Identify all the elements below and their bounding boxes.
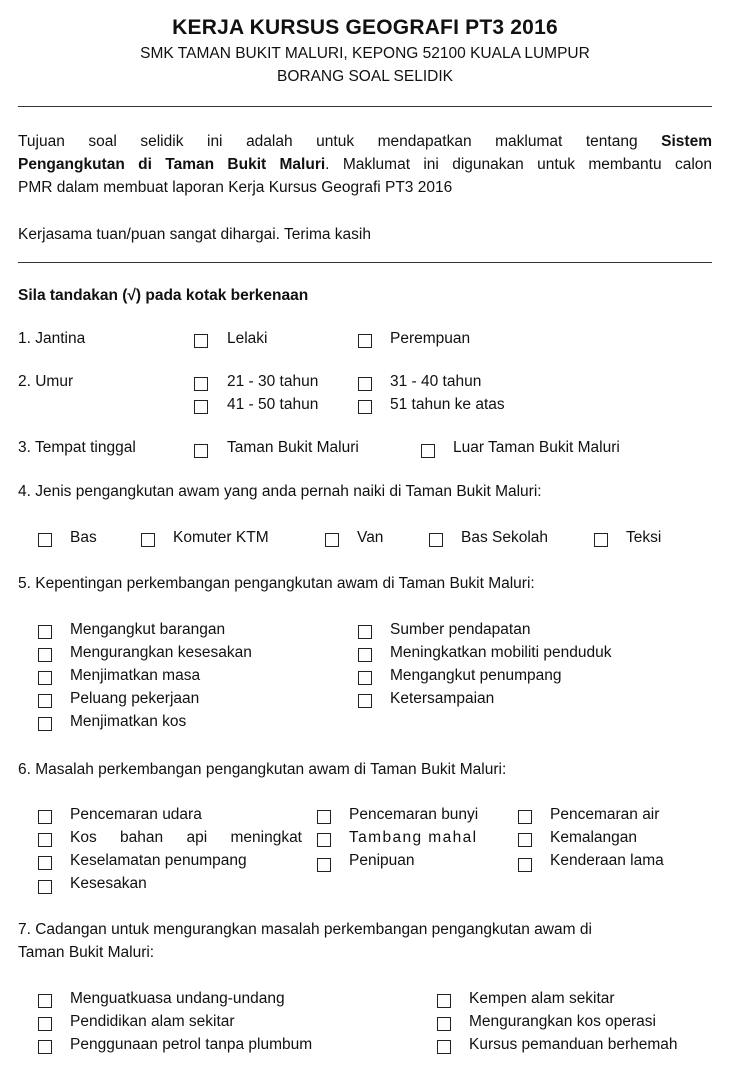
divider-top [18, 106, 712, 107]
q5-checkbox-1[interactable] [38, 625, 52, 639]
q7-option-2: Kempen alam sekitar [469, 990, 615, 1007]
divider-middle [18, 262, 712, 263]
q1-checkbox-lelaki[interactable] [194, 334, 208, 348]
q5-option-6: Mengangkut penumpang [390, 667, 562, 684]
q6-option-1: Pencemaran udara [70, 806, 202, 823]
q5-checkbox-8[interactable] [358, 694, 372, 708]
form-subtitle: BORANG SOAL SELIDIK [276, 68, 453, 85]
q7-label-line-1: 7. Cadangan untuk mengurangkan masalah perkembangan pengangkutan awam di [18, 921, 592, 938]
q7-option-5: Penggunaan petrol tanpa plumbum [70, 1036, 313, 1053]
q6-checkbox-2[interactable] [317, 810, 331, 824]
q6-checkbox-4[interactable] [38, 833, 52, 847]
q6-checkbox-6[interactable] [518, 833, 532, 847]
q6-option-9: Kenderaan lama [550, 852, 664, 869]
q5-checkbox-3[interactable] [38, 648, 52, 662]
q7-option-1: Menguatkuasa undang-undang [70, 990, 285, 1007]
q6-option-10: Kesesakan [70, 875, 147, 892]
q2-checkbox-21-30[interactable] [194, 377, 208, 391]
q6-checkbox-10[interactable] [38, 880, 52, 894]
q1-label: 1. Jantina [18, 330, 86, 347]
q2-option-31-40: 31 - 40 tahun [390, 373, 482, 390]
q1-option-lelaki: Lelaki [227, 330, 268, 347]
q4-checkbox-bas-sekolah[interactable] [429, 533, 443, 547]
q5-checkbox-6[interactable] [358, 671, 372, 685]
school-address: SMK TAMAN BUKIT MALURI, KEPONG 52100 KUALA LUMPUR [140, 45, 590, 62]
q5-option-3: Mengurangkan kesesakan [70, 644, 252, 661]
q4-checkbox-teksi[interactable] [594, 533, 608, 547]
q3-label: 3. Tempat tinggal [18, 439, 136, 456]
q6-checkbox-3[interactable] [518, 810, 532, 824]
q6-label: 6. Masalah perkembangan pengangkutan awam di Taman Bukit Maluri: [18, 761, 507, 778]
q7-checkbox-3[interactable] [38, 1017, 52, 1031]
q7-option-3: Pendidikan alam sekitar [70, 1013, 235, 1030]
q3-checkbox-taman[interactable] [194, 444, 208, 458]
q5-checkbox-7[interactable] [38, 694, 52, 708]
q5-option-2: Sumber pendapatan [390, 621, 531, 638]
q4-checkbox-komuter[interactable] [141, 533, 155, 547]
q5-option-1: Mengangkut barangan [70, 621, 226, 638]
intro-line-3: PMR dalam membuat laporan Kerja Kursus Geografi PT3 2016 [18, 179, 453, 196]
q5-option-9: Menjimatkan kos [70, 713, 187, 730]
q5-checkbox-4[interactable] [358, 648, 372, 662]
q4-checkbox-van[interactable] [325, 533, 339, 547]
q6-checkbox-1[interactable] [38, 810, 52, 824]
q5-option-8: Ketersampaian [390, 690, 495, 707]
q6-checkbox-8[interactable] [317, 858, 331, 872]
q5-option-5: Menjimatkan masa [70, 667, 201, 684]
q6-option-5: Tambang mahal [349, 829, 478, 846]
thanks-text: Kerjasama tuan/puan sangat dihargai. Terima kasih [18, 226, 371, 243]
q2-checkbox-41-50[interactable] [194, 400, 208, 414]
q5-label: 5. Kepentingan perkembangan pengangkutan awam di Taman Bukit Maluri: [18, 575, 535, 592]
q6-option-4: Kos bahan api meningkat [70, 829, 302, 846]
q6-checkbox-9[interactable] [518, 858, 532, 872]
q4-option-komuter: Komuter KTM [173, 529, 269, 546]
q4-option-bas-sekolah: Bas Sekolah [461, 529, 549, 546]
instruction: Sila tandakan (√) pada kotak berkenaan [18, 287, 309, 304]
q5-option-4: Meningkatkan mobiliti penduduk [390, 644, 612, 661]
q7-option-4: Mengurangkan kos operasi [469, 1013, 656, 1030]
q1-checkbox-perempuan[interactable] [358, 334, 372, 348]
q2-label: 2. Umur [18, 373, 74, 390]
q4-option-van: Van [357, 529, 384, 546]
q2-option-21-30: 21 - 30 tahun [227, 373, 319, 390]
q2-checkbox-51-plus[interactable] [358, 400, 372, 414]
q5-checkbox-9[interactable] [38, 717, 52, 731]
q1-option-perempuan: Perempuan [390, 330, 471, 347]
q7-option-6: Kursus pemanduan berhemah [469, 1036, 678, 1053]
q7-label-line-2: Taman Bukit Maluri: [18, 944, 155, 961]
q4-checkbox-bas[interactable] [38, 533, 52, 547]
intro-line-1: Tujuan soal selidik ini adalah untuk mendapatkan maklumat tentang Sistem [18, 133, 712, 150]
q7-checkbox-1[interactable] [38, 994, 52, 1008]
q7-checkbox-6[interactable] [437, 1040, 451, 1054]
q4-option-teksi: Teksi [626, 529, 662, 546]
q6-option-6: Kemalangan [550, 829, 638, 846]
q6-option-8: Penipuan [349, 852, 415, 869]
q6-checkbox-5[interactable] [317, 833, 331, 847]
q4-label: 4. Jenis pengangkutan awam yang anda pernah naiki di Taman Bukit Maluri: [18, 483, 542, 500]
q2-checkbox-31-40[interactable] [358, 377, 372, 391]
form-title: KERJA KURSUS GEOGRAFI PT3 2016 [172, 16, 558, 39]
q5-checkbox-5[interactable] [38, 671, 52, 685]
intro-line-2: Pengangkutan di Taman Bukit Maluri. Maklumat ini digunakan untuk membantu calon [18, 156, 713, 173]
q2-option-41-50: 41 - 50 tahun [227, 396, 319, 413]
q5-checkbox-2[interactable] [358, 625, 372, 639]
q6-checkbox-7[interactable] [38, 856, 52, 870]
q3-option-luar: Luar Taman Bukit Maluri [453, 439, 620, 456]
q7-checkbox-2[interactable] [437, 994, 451, 1008]
q6-option-3: Pencemaran air [550, 806, 660, 823]
q6-option-2: Pencemaran bunyi [349, 806, 479, 823]
q4-option-bas: Bas [70, 529, 97, 546]
q7-checkbox-5[interactable] [38, 1040, 52, 1054]
q5-option-7: Peluang pekerjaan [70, 690, 200, 707]
q7-checkbox-4[interactable] [437, 1017, 451, 1031]
q2-option-51-plus: 51 tahun ke atas [390, 396, 505, 413]
q6-option-7: Keselamatan penumpang [70, 852, 247, 869]
q3-checkbox-luar[interactable] [421, 444, 435, 458]
q3-option-taman: Taman Bukit Maluri [227, 439, 359, 456]
